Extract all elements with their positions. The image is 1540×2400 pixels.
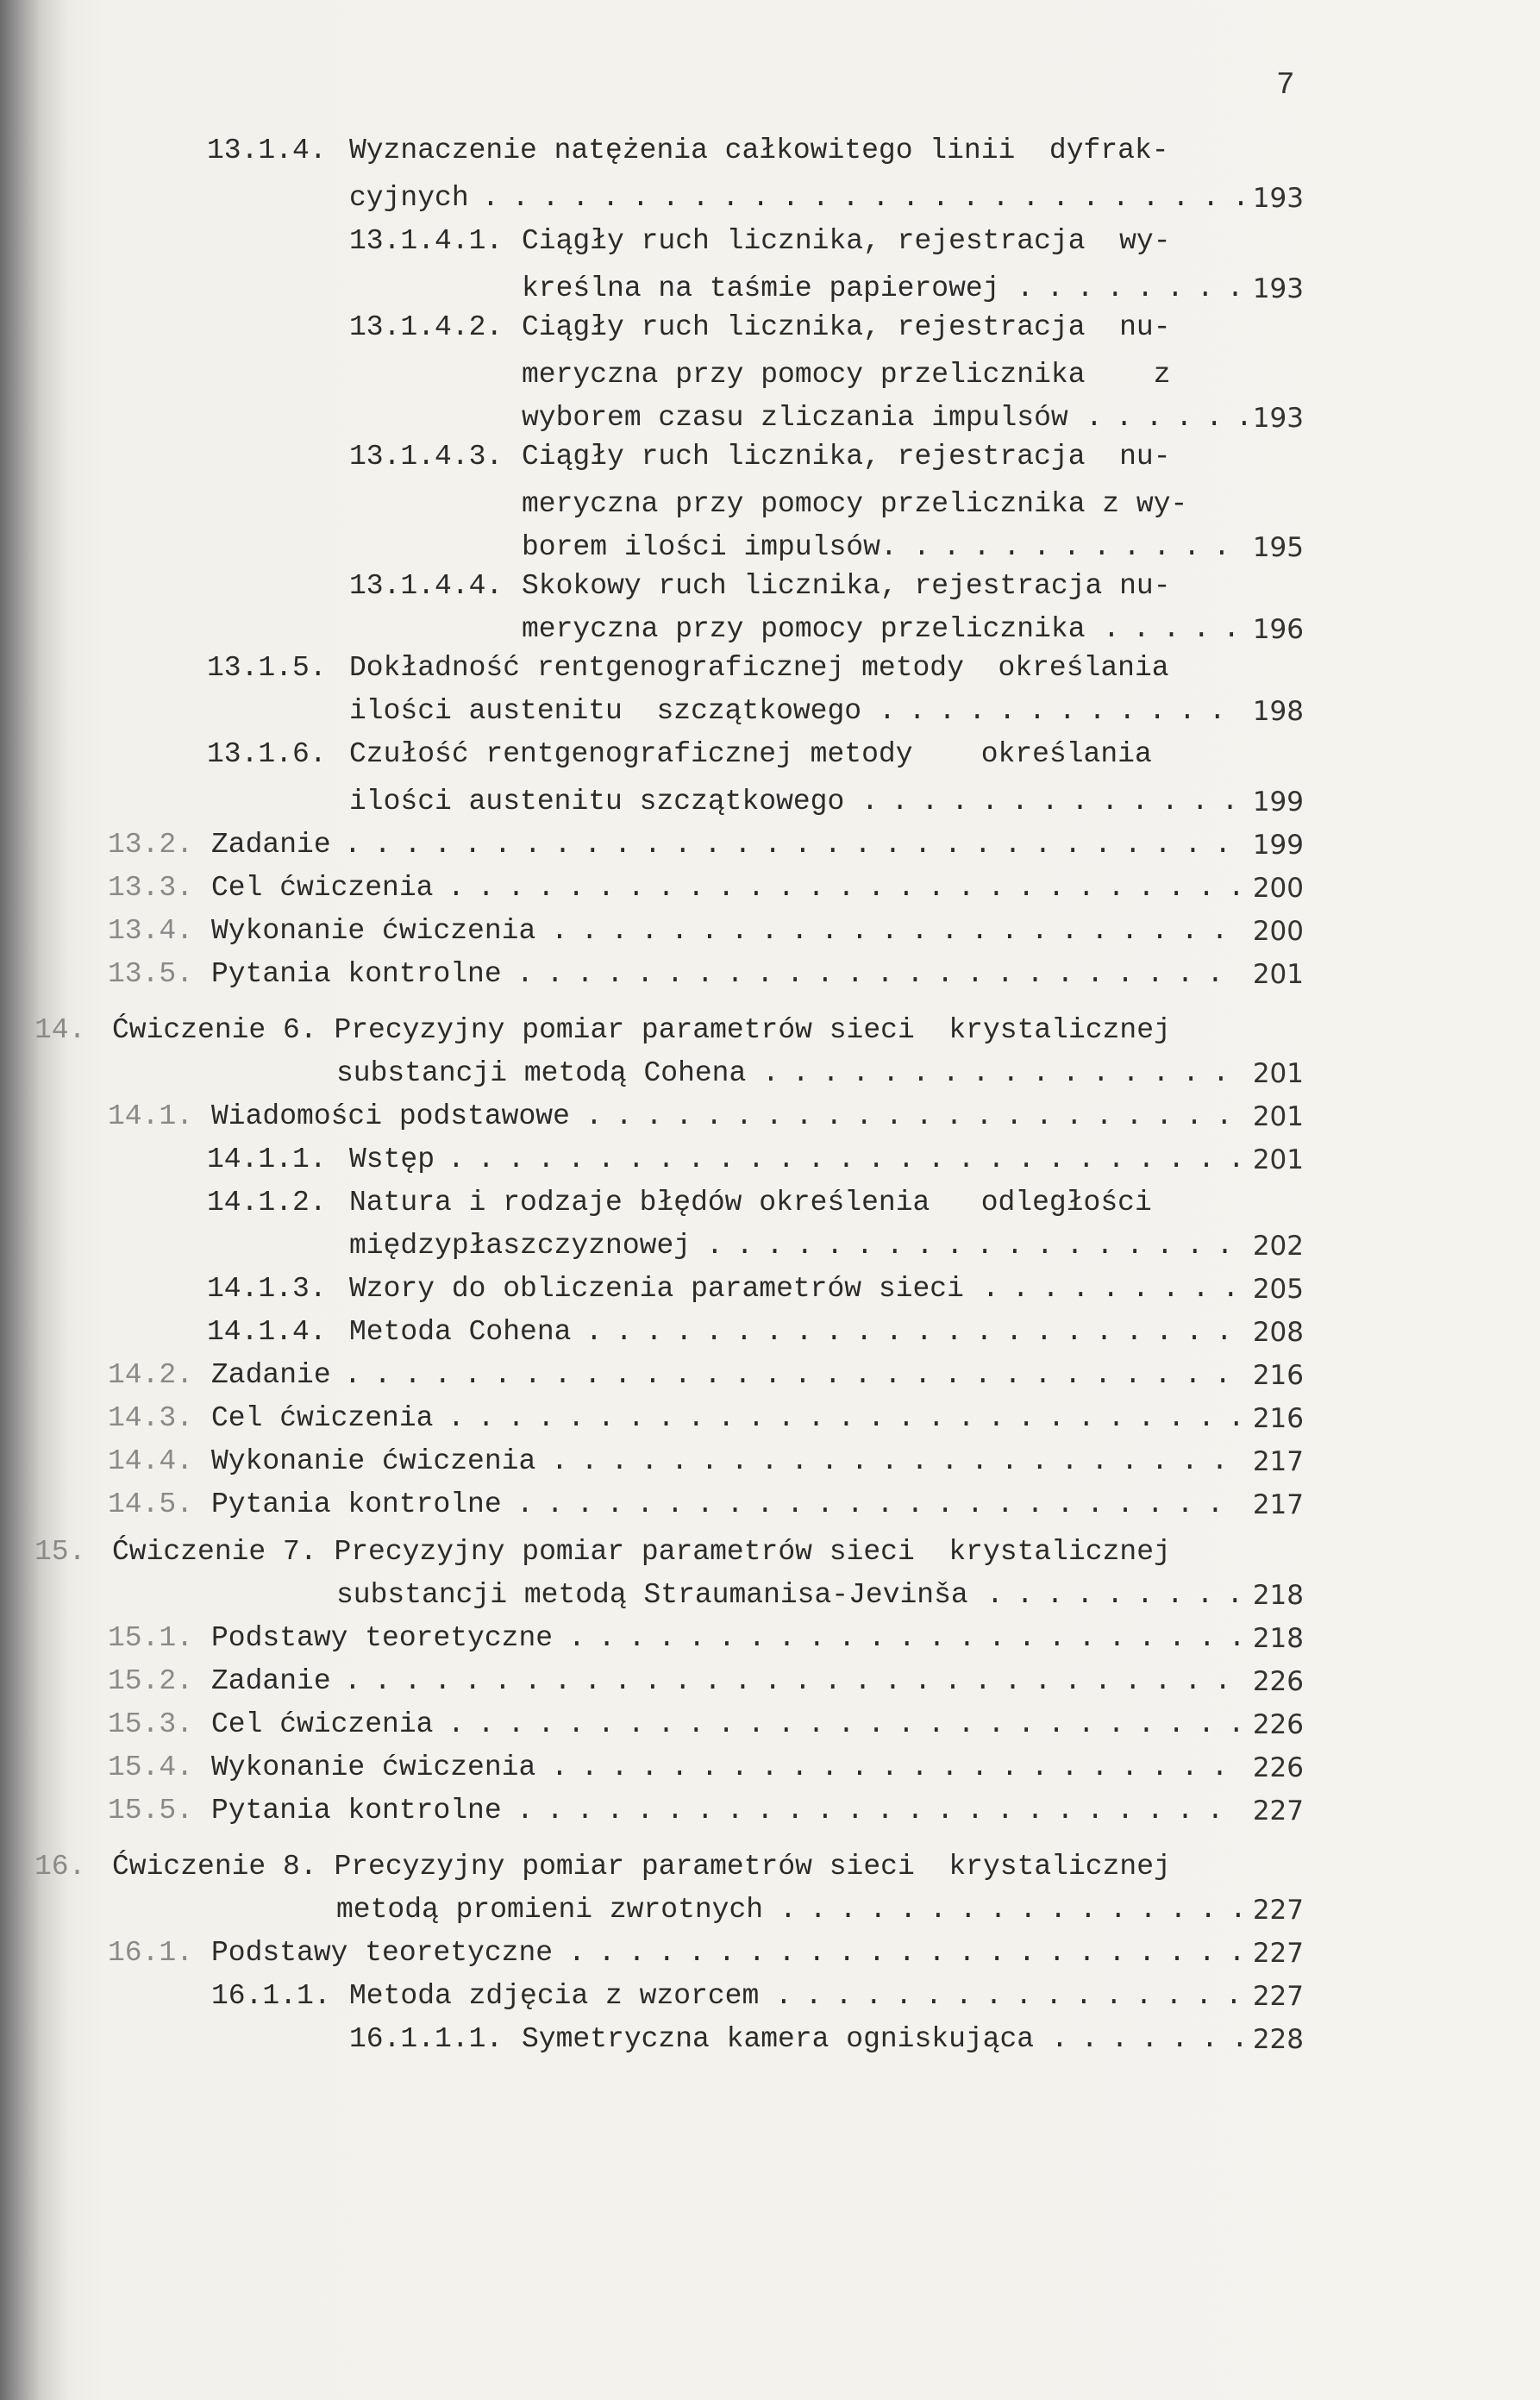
toc-entry-line (0, 220, 1540, 263)
toc-entry-line (0, 1703, 1540, 1746)
toc-entry-number: 14.1.2. (207, 1187, 327, 1219)
toc-entry-title: meryczna przy pomocy przelicznika z wy- (522, 488, 1188, 520)
dot-leader: ........................... (448, 872, 1258, 904)
toc-entry-page: 196 (1252, 614, 1304, 645)
toc-entry-line (0, 177, 1540, 220)
toc-entry-title: Metoda zdjęcia z wzorcem (349, 1980, 760, 2012)
toc-entry-number: 14.1.4. (207, 1316, 327, 1348)
dot-leader: ....................... (568, 1622, 1259, 1654)
toc-entry-page: 227 (1252, 1938, 1304, 1969)
toc-entry-title: Wstęp (349, 1144, 435, 1175)
toc-entry-line (0, 1052, 1540, 1095)
dot-leader: ................ (775, 1980, 1255, 2012)
toc-entry-title: Zadanie (211, 1665, 331, 1697)
toc-entry-number: 13.5. (108, 958, 194, 990)
dot-leader: ................ (762, 1057, 1243, 1089)
toc-entry-line (0, 1746, 1540, 1789)
toc-entry-page: 205 (1252, 1274, 1304, 1305)
toc-entry-title: substancji metodą Cohena (336, 1057, 747, 1089)
toc-entry-line (0, 1095, 1540, 1138)
toc-entry-title: Czułość rentgenograficznej metody określania (349, 738, 1152, 770)
toc-entry-title: Wyznaczenie natężenia całkowitego linii dyfrak- (349, 135, 1169, 166)
toc-entry-line (0, 608, 1540, 651)
toc-entry-line (0, 953, 1540, 996)
toc-entry-page: 202 (1252, 1231, 1304, 1262)
toc-entry-page: 217 (1252, 1446, 1304, 1477)
toc-entry-number: 13.2. (108, 829, 194, 861)
toc-entry-number: 16.1.1. (211, 1980, 331, 2012)
dot-leader: ............. (861, 786, 1252, 818)
toc-entry-page: 227 (1252, 1895, 1304, 1926)
toc-entry-title: Pytania kontrolne (211, 1488, 502, 1520)
toc-entry-number: 13.4. (108, 915, 194, 947)
toc-entry-line (0, 1225, 1540, 1268)
toc-entry-line (0, 306, 1540, 349)
toc-entry-number: 13.1.4.3. (349, 441, 504, 473)
toc-entry-title: Dokładność rentgenograficznej metody określania (349, 652, 1169, 684)
toc-entry-number: 15.1. (108, 1622, 194, 1654)
toc-entry-number: 15.2. (108, 1665, 194, 1697)
toc-entry-title: Zadanie (211, 1359, 331, 1391)
toc-entry-title: Zadanie (211, 829, 331, 861)
toc-entry-page: 200 (1252, 873, 1304, 904)
toc-entry-title: Wykonanie ćwiczenia (211, 1751, 536, 1783)
toc-entry-title: Wykonanie ćwiczenia (211, 1445, 536, 1477)
toc-entry-page: 199 (1252, 830, 1304, 861)
toc-entry-number: 14.4. (108, 1445, 194, 1477)
toc-entry-line (0, 354, 1540, 397)
toc-entry-page: 201 (1252, 1101, 1304, 1132)
toc-entry-page: 216 (1252, 1403, 1304, 1434)
toc-entry-number: 15. (34, 1536, 86, 1568)
dot-leader: ............ (879, 695, 1239, 727)
toc-entry-number: 16. (34, 1851, 86, 1883)
toc-entry-title: ilości austenitu szczątkowego (349, 786, 845, 818)
toc-entry-page: 193 (1252, 183, 1304, 214)
toc-entry-line (0, 1617, 1540, 1660)
toc-entry-page: 228 (1252, 2024, 1304, 2055)
toc-entry-line (0, 483, 1540, 526)
toc-entry-page: 208 (1252, 1317, 1304, 1348)
toc-entry-number: 13.1.5. (207, 652, 327, 684)
dot-leader: ...... (1086, 402, 1266, 434)
dot-leader: ......... (986, 1579, 1257, 1611)
toc-entry-title: Symetryczna kamera ogniskująca (522, 2023, 1035, 2055)
toc-entry-title: metodą promieni zwrotnych (336, 1894, 764, 1926)
dot-leader: ......... (982, 1273, 1253, 1305)
toc-entry-line (0, 1845, 1540, 1889)
toc-entry-number: 15.4. (108, 1751, 194, 1783)
toc-entry-title: Skokowy ruch licznika, rejestracja nu- (522, 570, 1171, 602)
toc-entry-page: 217 (1252, 1489, 1304, 1520)
toc-entry-line (0, 780, 1540, 824)
toc-entry-page: 216 (1252, 1360, 1304, 1391)
toc-entry-number: 16.1.1.1. (349, 2023, 504, 2055)
toc-entry-number: 14.1. (108, 1100, 194, 1132)
toc-entry-title: kreślna na taśmie papierowej (522, 273, 1000, 304)
toc-entry-page: 218 (1252, 1623, 1304, 1654)
toc-entry-number: 13.1.4. (207, 135, 327, 166)
toc-entry-title: wyborem czasu zliczania impulsów (522, 402, 1068, 434)
toc-entry-line (0, 1440, 1540, 1483)
dot-leader: ........................... (448, 1708, 1258, 1740)
toc-entry-line (0, 1483, 1540, 1526)
dot-leader: ....................... (568, 1937, 1259, 1969)
toc-entry-page: 198 (1252, 696, 1304, 727)
toc-entry-title: Ciągły ruch licznika, rejestracja wy- (522, 225, 1171, 257)
toc-entry-line (0, 690, 1540, 733)
toc-entry-title: cyjnych (349, 182, 469, 214)
toc-entry-number: 15.5. (108, 1795, 194, 1827)
toc-entry-title: Wiadomości podstawowe (211, 1100, 570, 1132)
dot-leader: ....................... (551, 1751, 1242, 1783)
toc-entry-line (0, 1009, 1540, 1052)
toc-entry-title: meryczna przy pomocy przelicznika (522, 613, 1086, 645)
toc-entry-page: 218 (1252, 1580, 1304, 1611)
toc-entry-page: 226 (1252, 1666, 1304, 1697)
dot-leader: ..... (1103, 613, 1254, 645)
toc-entry-title: Wykonanie ćwiczenia (211, 915, 536, 947)
toc-entry-title: Pytania kontrolne (211, 958, 502, 990)
toc-entry-line (0, 1311, 1540, 1354)
dot-leader: ........ (1017, 273, 1257, 304)
dot-leader: ........................ (516, 958, 1237, 990)
toc-entry-number: 14.3. (108, 1402, 194, 1434)
toc-entry-line (0, 1138, 1540, 1181)
page-number: 7 (1276, 67, 1295, 103)
toc-entry-title: ilości austenitu szczątkowego (349, 695, 862, 727)
toc-entry-line (0, 526, 1540, 569)
dot-leader: ....................... (551, 1445, 1242, 1477)
toc-entry-page: 227 (1252, 1981, 1304, 2012)
dot-leader: .............................. (344, 1359, 1245, 1391)
toc-entry-line (0, 733, 1540, 776)
toc-entry-number: 13.1.4.1. (349, 225, 504, 257)
toc-entry-number: 16.1. (108, 1937, 194, 1969)
toc-entry-line (0, 1660, 1540, 1703)
toc-entry-title: Podstawy teoretyczne (211, 1937, 554, 1969)
dot-leader: ....... (1051, 2023, 1261, 2055)
toc-entry-title: Ciągły ruch licznika, rejestracja nu- (522, 441, 1171, 473)
toc-entry-number: 15.3. (108, 1708, 194, 1740)
toc-entry-page: 193 (1252, 273, 1304, 304)
toc-entry-title: meryczna przy pomocy przelicznika z (522, 359, 1171, 391)
toc-entry-line (0, 1574, 1540, 1617)
toc-entry-page: 226 (1252, 1709, 1304, 1740)
toc-entry-line (0, 1889, 1540, 1932)
toc-entry-title: międzypłaszczyznowej (349, 1230, 692, 1262)
toc-entry-title: Podstawy teoretyczne (211, 1622, 554, 1654)
dot-leader: ...................... (585, 1100, 1246, 1132)
toc-entry-title: Ciągły ruch licznika, rejestracja nu- (522, 311, 1171, 343)
toc-entry-line (0, 565, 1540, 608)
dot-leader: ........................ (516, 1488, 1237, 1520)
toc-entry-number: 14. (34, 1014, 86, 1046)
toc-entry-title: Wzory do obliczenia parametrów sieci (349, 1273, 964, 1305)
toc-entry-number: 14.1.1. (207, 1144, 327, 1175)
toc-entry-page: 200 (1252, 916, 1304, 947)
toc-entry-line (0, 1975, 1540, 2018)
toc-entry-page: 195 (1252, 532, 1304, 563)
toc-entry-line (0, 436, 1540, 479)
toc-entry-page: 199 (1252, 786, 1304, 818)
toc-entry-title: Ćwiczenie 7. Precyzyjny pomiar parametrów sieci krystalicznej (112, 1536, 1171, 1568)
toc-entry-line (0, 129, 1540, 172)
toc-entry-title: Cel ćwiczenia (211, 1708, 434, 1740)
toc-entry-line (0, 1181, 1540, 1225)
toc-entry-number: 14.2. (108, 1359, 194, 1391)
toc-entry-title: Cel ćwiczenia (211, 1402, 434, 1434)
toc-entry-line (0, 2018, 1540, 2061)
toc-entry-title: Ćwiczenie 6. Precyzyjny pomiar parametrów sieci krystalicznej (112, 1014, 1171, 1046)
dot-leader: ....................... (551, 915, 1242, 947)
toc-entry-number: 13.1.4.2. (349, 311, 504, 343)
toc-entry-title: Metoda Cohena (349, 1316, 572, 1348)
dot-leader: .............................. (344, 829, 1245, 861)
toc-entry-number: 13.1.4.4. (349, 570, 504, 602)
toc-entry-page: 201 (1252, 1058, 1304, 1089)
toc-entry-page: 201 (1252, 1144, 1304, 1175)
toc-entry-page: 227 (1252, 1795, 1304, 1827)
toc-entry-line (0, 910, 1540, 953)
toc-entry-title: Pytania kontrolne (211, 1795, 502, 1827)
toc-entry-number: 13.3. (108, 872, 194, 904)
dot-leader: ........................... (448, 1402, 1258, 1434)
toc-entry-number: 14.5. (108, 1488, 194, 1520)
toc-entry-line (0, 1531, 1540, 1574)
toc-entry-line (0, 1354, 1540, 1397)
toc-entry-page: 193 (1252, 403, 1304, 434)
dot-leader: ................ (779, 1894, 1260, 1926)
dot-leader: ........... (913, 531, 1243, 563)
toc-entry-number: 14.1.3. (207, 1273, 327, 1305)
toc-entry-page: 226 (1252, 1752, 1304, 1783)
toc-entry-number: 13.1.6. (207, 738, 327, 770)
toc-entry-title: Natura i rodzaje błędów określenia odległości (349, 1187, 1152, 1219)
toc-entry-line (0, 867, 1540, 910)
toc-entry-line (0, 1268, 1540, 1311)
dot-leader: .................. (706, 1230, 1247, 1262)
toc-entry-line (0, 397, 1540, 440)
toc-entry-line (0, 267, 1540, 310)
dot-leader: ........................... (448, 1144, 1258, 1175)
dot-leader: ........................ (516, 1795, 1237, 1827)
toc-entry-title: borem ilości impulsów. (522, 531, 898, 563)
toc-entry-line (0, 824, 1540, 867)
toc-entry-title: substancji metodą Straumanisa-Jevinša (336, 1579, 968, 1611)
dot-leader: .......................... (482, 182, 1262, 214)
toc-entry-line (0, 1932, 1540, 1975)
dot-leader: .............................. (344, 1665, 1245, 1697)
toc-entry-line (0, 1397, 1540, 1440)
toc-entry-page: 201 (1252, 959, 1304, 990)
toc-entry-title: Ćwiczenie 8. Precyzyjny pomiar parametrów sieci krystalicznej (112, 1851, 1171, 1883)
toc-entry-line (0, 647, 1540, 690)
toc-entry-line (0, 1789, 1540, 1833)
dot-leader: ...................... (585, 1316, 1246, 1348)
toc-entry-title: Cel ćwiczenia (211, 872, 434, 904)
